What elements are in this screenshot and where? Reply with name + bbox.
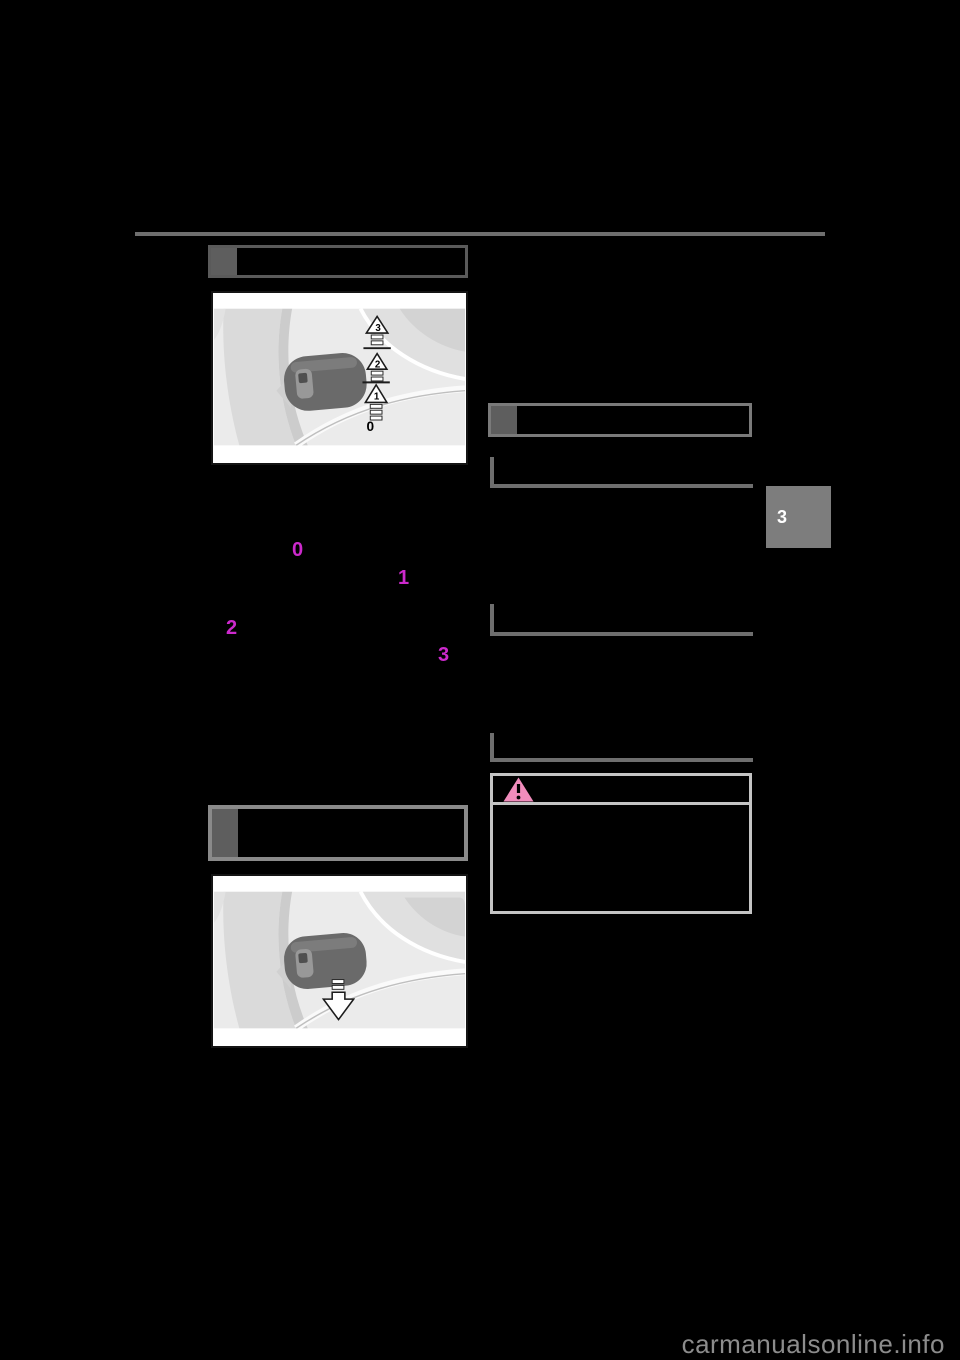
caution-header [493,776,749,805]
caution-box [490,773,752,914]
section-heading-box-right [488,403,752,437]
arrow-label-2: 2 [374,359,381,371]
step-marker-2: 2 [226,617,238,639]
caution-body [493,805,749,905]
warning-triangle-icon [503,777,534,802]
arrow-label-1: 1 [373,391,380,403]
subsection-divider-2 [490,604,753,636]
arrow-label-0: 0 [366,418,375,434]
subsection-divider-1 [490,457,753,488]
heading-marker-square [491,406,517,434]
section-heading-box-lower [208,805,468,861]
chapter-tab [766,486,831,548]
chapter-number: 3 [777,507,788,527]
lever-knob [282,351,369,413]
subsection-divider-3 [490,733,753,762]
arrow-label-3: 3 [375,323,381,335]
step-marker-1: 1 [398,567,410,589]
heading-marker-square [212,809,238,857]
lever-raise-illustration [213,293,466,463]
heading-marker-square [211,248,237,275]
section-heading-box-raise [208,245,468,278]
watermark-text: carmanualsonline.info [681,1329,945,1359]
lever-lower-illustration [213,876,466,1046]
page-header-rule [135,232,825,236]
step-marker-3: 3 [438,644,450,666]
figure-lever-raise [211,291,468,465]
lever-knob [282,931,368,991]
figure-lever-lower [211,874,468,1048]
step-marker-0: 0 [292,539,304,561]
